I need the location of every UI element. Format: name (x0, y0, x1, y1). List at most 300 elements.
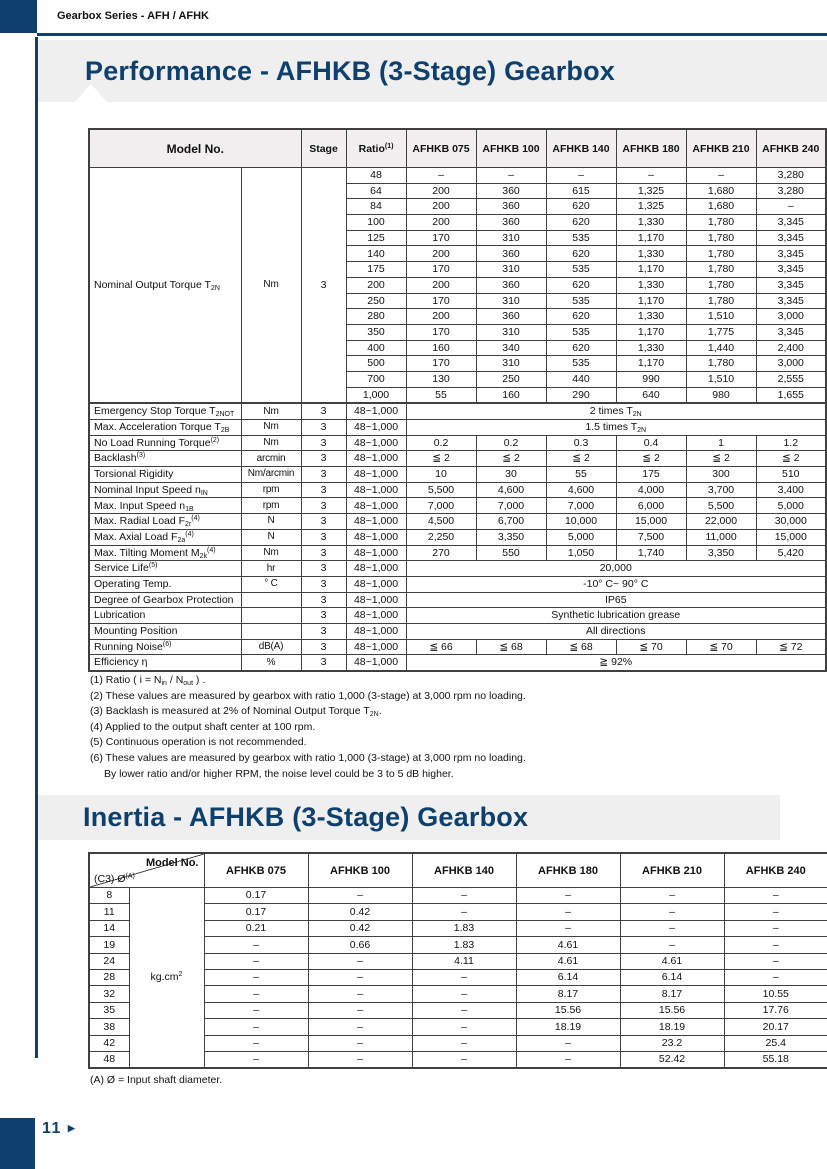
cell: 38 (89, 1019, 129, 1035)
cell: 350 (346, 324, 406, 340)
header-rule (37, 33, 827, 36)
cell (241, 592, 301, 608)
cell: 1,775 (686, 324, 756, 340)
cell: 2,400 (756, 340, 826, 356)
cell: – (412, 888, 516, 904)
series-label: Gearbox Series - AFH / AFHK (57, 10, 209, 22)
cell: 3,345 (756, 293, 826, 309)
cell: 3,345 (756, 277, 826, 293)
inertia-table (88, 852, 827, 1069)
cell: – (724, 969, 827, 985)
inertia-row (89, 888, 827, 904)
cell: 0.17 (204, 904, 308, 920)
cell: 48~1,000 (346, 608, 406, 624)
cell: 48~1,000 (346, 545, 406, 561)
cell: % (241, 655, 301, 671)
footnote-line: (6) These values are measured by gearbox with ratio 1,000 (3-stage) at 3,000 rpm no loading. (90, 751, 526, 764)
cell: 3 (301, 435, 346, 451)
cell: 8.17 (620, 986, 724, 1002)
cell: 200 (406, 215, 476, 231)
cell: ≦ 2 (616, 451, 686, 467)
footnote-line: By lower ratio and/or higher RPM, the noise level could be 3 to 5 dB higher. (104, 767, 454, 780)
cell: 620 (546, 215, 616, 231)
cell: ≦ 70 (686, 639, 756, 655)
performance-footnotes (90, 673, 526, 782)
cell: All directions (406, 623, 826, 639)
cell: 55 (546, 467, 616, 483)
cell: Degree of Gearbox Protection (89, 592, 241, 608)
cell: 175 (616, 467, 686, 483)
cell: – (724, 953, 827, 969)
cell: 18.19 (620, 1019, 724, 1035)
header-cell: AFHKB 100 (476, 129, 546, 168)
cell: Max. Axial Load $F_{2a}^{(4)}$ (89, 529, 241, 545)
cell: 160 (476, 387, 546, 403)
cell: – (406, 168, 476, 184)
cell: 170 (406, 324, 476, 340)
cell: 42 (89, 1035, 129, 1051)
cell: 48~1,000 (346, 529, 406, 545)
cell: 25.4 (724, 1035, 827, 1051)
cell: 4,600 (476, 482, 546, 498)
cell: 48~1,000 (346, 435, 406, 451)
band-notch (75, 84, 107, 102)
cell: No Load Running Torque$^{(2)}$ (89, 435, 241, 451)
footnote-line: (1) Ratio ( $i = N_{in} / N_{out}$ ) . (90, 674, 206, 687)
cell: – (308, 986, 412, 1002)
spec-row (89, 467, 826, 483)
cell: Nm (241, 545, 301, 561)
cell: 64 (346, 183, 406, 199)
cell: Nm (241, 435, 301, 451)
cell: 48~1,000 (346, 655, 406, 671)
cell: – (204, 969, 308, 985)
cell: 535 (546, 230, 616, 246)
cell: 0.66 (308, 937, 412, 953)
cell: 620 (546, 246, 616, 262)
cell: ° C (241, 576, 301, 592)
spec-row (89, 561, 826, 577)
cell: Nm/arcmin (241, 467, 301, 483)
cell: 1.2 (756, 435, 826, 451)
cell: 48~1,000 (346, 467, 406, 483)
cell: ≦ 70 (616, 639, 686, 655)
spec-row (89, 623, 826, 639)
cell: 3,345 (756, 230, 826, 246)
cell: 0.2 (406, 435, 476, 451)
cell: 10,000 (546, 514, 616, 530)
header-cell: AFHKB 210 (686, 129, 756, 168)
cell: 1,050 (546, 545, 616, 561)
cell: 700 (346, 371, 406, 387)
cell: 620 (546, 199, 616, 215)
cell: – (308, 969, 412, 985)
cell: N (241, 529, 301, 545)
cell: 30,000 (756, 514, 826, 530)
corner-block-bottom (0, 1118, 35, 1169)
cell: 510 (756, 467, 826, 483)
cell: – (620, 888, 724, 904)
page-arrow-icon: ▶ (67, 1123, 75, 1133)
footnote-line: (2) These values are measured by gearbox with ratio 1,000 (3-stage) at 3,000 rpm no loading. (90, 689, 526, 702)
spec-row (89, 639, 826, 655)
header-cell: Model No. (89, 129, 301, 168)
spec-row (89, 435, 826, 451)
cell: 360 (476, 309, 546, 325)
cell: 3 (301, 592, 346, 608)
header-cell: Stage (301, 129, 346, 168)
cell: 5,500 (406, 482, 476, 498)
cell: – (620, 920, 724, 936)
cell: Synthetic lubrication grease (406, 608, 826, 624)
spec-row (89, 529, 826, 545)
cell: 3 (301, 529, 346, 545)
cell: 20,000 (406, 561, 826, 577)
cell: 4,500 (406, 514, 476, 530)
inertia-title-band (38, 795, 780, 840)
footnote-line: (3) Backlash is measured at 2% of Nominal Output Torque $T_{2N}$. (90, 705, 382, 719)
cell: 1,780 (686, 356, 756, 372)
cell: 3,345 (756, 324, 826, 340)
cell: ≦ 68 (546, 639, 616, 655)
cell: 615 (546, 183, 616, 199)
left-rule (35, 37, 38, 1058)
cell: 4.61 (516, 937, 620, 953)
inertia-table-body (89, 888, 827, 1069)
cell: IP65 (406, 592, 826, 608)
cell: – (412, 904, 516, 920)
cell: 310 (476, 324, 546, 340)
cell: -10° C~ 90° C (406, 576, 826, 592)
cell: 1,000 (346, 387, 406, 403)
cell: 620 (546, 277, 616, 293)
cell: 1.5 times $T_{2N}$ (406, 420, 826, 436)
page-number: 11 (42, 1120, 62, 1137)
cell: 15.56 (620, 1002, 724, 1018)
cell: 360 (476, 215, 546, 231)
performance-table (88, 128, 827, 672)
cell: 3 (301, 168, 346, 404)
cell: 30 (476, 467, 546, 483)
cell: 1,325 (616, 183, 686, 199)
cell: 1,170 (616, 356, 686, 372)
cell: Max. Tilting Moment $M_{2k}^{(4)}$ (89, 545, 241, 561)
cell (241, 608, 301, 624)
ratio-row (89, 168, 826, 184)
cell: Mounting Position (89, 623, 241, 639)
cell: 5,000 (546, 529, 616, 545)
cell: 290 (546, 387, 616, 403)
cell: – (756, 199, 826, 215)
cell: – (412, 1019, 516, 1035)
cell: 6.14 (620, 969, 724, 985)
header-cell: AFHKB 075 (406, 129, 476, 168)
cell: 3,400 (756, 482, 826, 498)
cell: – (620, 937, 724, 953)
spec-row (89, 545, 826, 561)
cell: 100 (346, 215, 406, 231)
spec-row (89, 608, 826, 624)
cell: 1,780 (686, 277, 756, 293)
cell: 1,780 (686, 230, 756, 246)
cell: 170 (406, 262, 476, 278)
cell: Operating Temp. (89, 576, 241, 592)
cell: 3,345 (756, 262, 826, 278)
cell: 0.2 (476, 435, 546, 451)
cell: – (724, 920, 827, 936)
header-cell (89, 853, 204, 888)
cell: 170 (406, 230, 476, 246)
cell: 535 (546, 324, 616, 340)
cell: 170 (406, 356, 476, 372)
cell: 1,440 (686, 340, 756, 356)
cell: 1.83 (412, 920, 516, 936)
header-cell: AFHKB 180 (516, 853, 620, 888)
cell: ≦ 2 (756, 451, 826, 467)
cell: 18.19 (516, 1019, 620, 1035)
cell: 175 (346, 262, 406, 278)
cell: 55.18 (724, 1051, 827, 1068)
cell: 6,000 (616, 498, 686, 514)
cell: 35 (89, 1002, 129, 1018)
cell: ≦ 2 (546, 451, 616, 467)
performance-title: Performance - AFHKB (3-Stage) Gearbox (85, 56, 616, 86)
cell: 24 (89, 953, 129, 969)
cell: – (412, 1051, 516, 1068)
cell: 5,420 (756, 545, 826, 561)
cell: – (724, 904, 827, 920)
cell: 310 (476, 262, 546, 278)
cell: 0.21 (204, 920, 308, 936)
inertia-title: Inertia - AFHKB (3-Stage) Gearbox (83, 802, 529, 832)
cell: N (241, 514, 301, 530)
spec-row (89, 576, 826, 592)
cell: – (616, 168, 686, 184)
cell: 7,000 (406, 498, 476, 514)
header-cell: AFHKB 075 (204, 853, 308, 888)
cell: 1,680 (686, 199, 756, 215)
cell: 3 (301, 420, 346, 436)
cell: 3 (301, 608, 346, 624)
cell: hr (241, 561, 301, 577)
cell: 1,510 (686, 371, 756, 387)
cell: 1,170 (616, 262, 686, 278)
cell: ≦ 2 (406, 451, 476, 467)
header-cell: AFHKB 100 (308, 853, 412, 888)
cell: 1,510 (686, 309, 756, 325)
cell: – (308, 953, 412, 969)
cell (241, 623, 301, 639)
spec-row (89, 655, 826, 671)
cell: 1,655 (756, 387, 826, 403)
cell: ≧ 92% (406, 655, 826, 671)
cell: 3 (301, 639, 346, 655)
cell: 0.42 (308, 904, 412, 920)
cell: 48~1,000 (346, 561, 406, 577)
cell: 7,500 (616, 529, 686, 545)
cell: 640 (616, 387, 686, 403)
cell: 360 (476, 246, 546, 262)
cell: 4.61 (620, 953, 724, 969)
cell: – (308, 1019, 412, 1035)
cell: 500 (346, 356, 406, 372)
cell: 15,000 (616, 514, 686, 530)
cell: 310 (476, 356, 546, 372)
cell: – (204, 1019, 308, 1035)
cell: – (204, 937, 308, 953)
cell: – (516, 888, 620, 904)
header-cell: AFHKB 140 (412, 853, 516, 888)
spec-row (89, 451, 826, 467)
cell: – (204, 986, 308, 1002)
cell: 620 (546, 309, 616, 325)
cell: 3 (301, 451, 346, 467)
cell: 32 (89, 986, 129, 1002)
header-cell: AFHKB 210 (620, 853, 724, 888)
cell: 280 (346, 309, 406, 325)
cell: 3 (301, 576, 346, 592)
cell: Service Life$^{(5)}$ (89, 561, 241, 577)
cell: – (476, 168, 546, 184)
cell: 11 (89, 904, 129, 920)
cell: 22,000 (686, 514, 756, 530)
cell: 990 (616, 371, 686, 387)
cell: 3,000 (756, 356, 826, 372)
cell: – (724, 937, 827, 953)
cell: 1.83 (412, 937, 516, 953)
spec-row (89, 514, 826, 530)
cell: 360 (476, 199, 546, 215)
cell: 23.2 (620, 1035, 724, 1051)
cell: 1,780 (686, 262, 756, 278)
cell: 130 (406, 371, 476, 387)
inertia-footnote: (A) Ø = Input shaft diameter. (90, 1074, 223, 1086)
cell: – (620, 904, 724, 920)
cell: dB(A) (241, 639, 301, 655)
cell: Max. Radial Load $F_{2r}^{(4)}$ (89, 514, 241, 530)
cell: 300 (686, 467, 756, 483)
cell: – (516, 1051, 620, 1068)
cell: 535 (546, 293, 616, 309)
cell: 200 (406, 183, 476, 199)
cell: 15.56 (516, 1002, 620, 1018)
cell: 4.61 (516, 953, 620, 969)
cell: 48~1,000 (346, 403, 406, 419)
cell: 200 (406, 309, 476, 325)
cell: 8.17 (516, 986, 620, 1002)
cell: Lubrication (89, 608, 241, 624)
cell: 270 (406, 545, 476, 561)
cell: 125 (346, 230, 406, 246)
cell: Max. Input Speed $n_{1B}$ (89, 498, 241, 514)
cell: 0.4 (616, 435, 686, 451)
cell: 3 (301, 561, 346, 577)
cell: Nominal Output Torque $T_{2N}$ (89, 168, 241, 404)
cell: – (516, 920, 620, 936)
cell: 84 (346, 199, 406, 215)
cell: 4,000 (616, 482, 686, 498)
cell: Nm (241, 168, 301, 404)
cell: 3,700 (686, 482, 756, 498)
spec-row (89, 592, 826, 608)
performance-title-band (38, 40, 827, 102)
cell: 140 (346, 246, 406, 262)
cell: 400 (346, 340, 406, 356)
cell: 3 (301, 403, 346, 419)
cell: ≦ 72 (756, 639, 826, 655)
cell: 1,330 (616, 309, 686, 325)
cell: 0.42 (308, 920, 412, 936)
cell: 3,000 (756, 309, 826, 325)
cell: rpm (241, 482, 301, 498)
cell: 5,000 (756, 498, 826, 514)
cell: 20.17 (724, 1019, 827, 1035)
cell: 0.3 (546, 435, 616, 451)
cell: 360 (476, 277, 546, 293)
cell: rpm (241, 498, 301, 514)
cell: 48~1,000 (346, 498, 406, 514)
cell: 200 (346, 277, 406, 293)
cell: – (412, 1002, 516, 1018)
cell: – (546, 168, 616, 184)
cell: 1,170 (616, 293, 686, 309)
cell: 48 (89, 1051, 129, 1068)
cell: 1,325 (616, 199, 686, 215)
header-cell: AFHKB 180 (616, 129, 686, 168)
cell: 1,330 (616, 246, 686, 262)
cell: Emergency Stop Torque $T_{2NOT}$ (89, 403, 241, 419)
cell: 11,000 (686, 529, 756, 545)
corner-label-model-no: Model No. (145, 857, 199, 869)
cell: ≦ 68 (476, 639, 546, 655)
cell: 2,250 (406, 529, 476, 545)
spec-row (89, 420, 826, 436)
cell: 980 (686, 387, 756, 403)
cell: 3,345 (756, 215, 826, 231)
cell: 200 (406, 277, 476, 293)
cell: – (516, 904, 620, 920)
header-cell: AFHKB 140 (546, 129, 616, 168)
cell: 10 (406, 467, 476, 483)
cell: Nominal Input Speed $n_{IN}$ (89, 482, 241, 498)
cell: – (204, 1002, 308, 1018)
cell: 14 (89, 920, 129, 936)
inertia-table-head (89, 853, 827, 888)
cell: 3 (301, 623, 346, 639)
cell: $kg.cm^2$ (129, 888, 204, 1069)
performance-table-body (89, 168, 826, 672)
cell: 8 (89, 888, 129, 904)
cell: 360 (476, 183, 546, 199)
cell: – (204, 953, 308, 969)
cell: 3,280 (756, 168, 826, 184)
cell: 5,500 (686, 498, 756, 514)
cell: 52.42 (620, 1051, 724, 1068)
cell: 1,170 (616, 230, 686, 246)
cell: 1,170 (616, 324, 686, 340)
cell: 3,350 (476, 529, 546, 545)
cell: 3 (301, 498, 346, 514)
performance-header-row (89, 129, 826, 168)
cell: – (308, 888, 412, 904)
cell: 48~1,000 (346, 576, 406, 592)
cell: 4,600 (546, 482, 616, 498)
footnote-line: (5) Continuous operation is not recommended. (90, 736, 307, 749)
cell: – (412, 969, 516, 985)
inertia-header-row (89, 853, 827, 888)
cell: Torsional Rigidity (89, 467, 241, 483)
cell: 3 (301, 467, 346, 483)
